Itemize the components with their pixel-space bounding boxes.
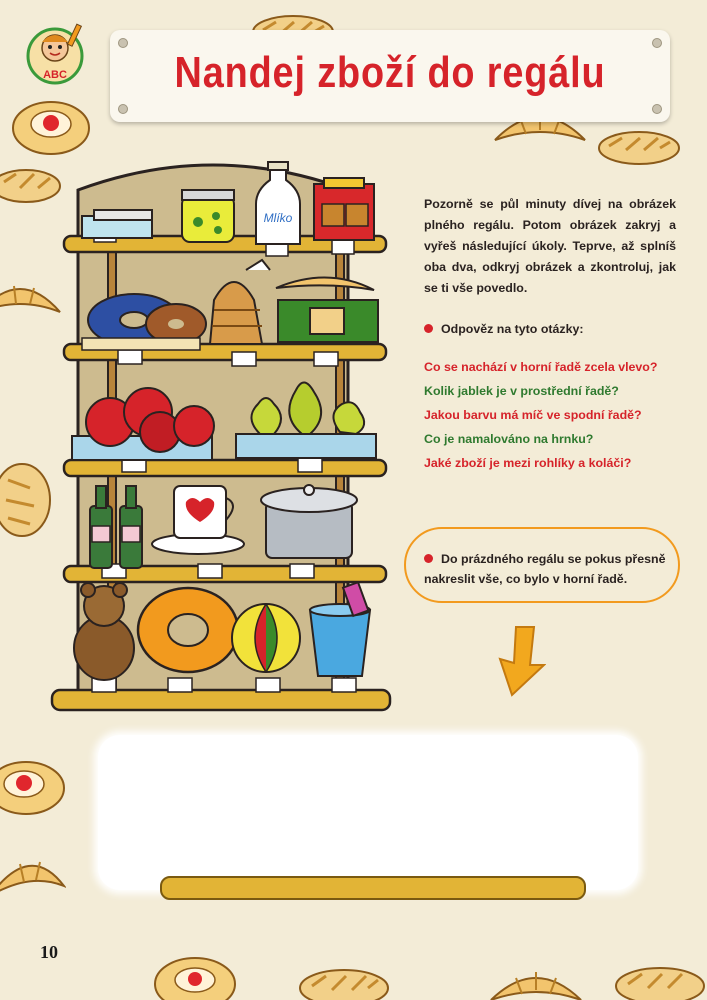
pastry-left-top-icon [8,94,94,158]
question-item: Kolik jablek je v prostřední řadě? [424,384,619,398]
full-shelf-illustration [48,160,398,720]
croissant-bottom-right-icon [486,960,586,1000]
drawing-area[interactable] [98,735,638,890]
question-item: Jaké zboží je mezi rohlíky a koláči? [424,456,632,470]
pastry-left-bottom-icon [0,756,66,818]
biscuit-box-icon [314,178,374,240]
questions-heading-text: Odpověz na tyto otázky: [441,322,584,336]
task-text-content: Do prázdného regálu se pokus přesně nakreslit vše, co bylo v horní řadě. [424,552,666,586]
question-item: Co je namalováno na hrnku? [424,432,594,446]
screw-icon [652,104,662,114]
questions-heading [424,322,584,336]
abc-text: ABC [43,69,67,81]
jar-icon [182,190,234,242]
cooking-pot-icon [261,485,357,558]
screw-icon [118,38,128,48]
title-board [110,30,670,122]
bun-bottom-icon [296,962,392,1000]
screw-icon [118,104,128,114]
bullet-icon [424,554,433,563]
screw-icon [652,38,662,48]
swim-ring-icon [138,588,238,672]
intro-text: Pozorně se půl minuty dívej na obrázek plného regálu. Potom obrázek zakryj a vyřeš následující úkoly. Teprve, až splníš oba dva, odkryj obrázek a zkontroluj, jak se ti vše povedlo. [424,197,676,295]
arrow-down-icon [496,625,546,697]
page-number: 10 [40,942,58,962]
question-item: Jakou barvu má míč ve spodní řadě? [424,408,642,422]
bun-right-icon [594,124,684,170]
empty-shelf-board [160,876,586,900]
page-title: Nandej zboží do regálu [174,48,606,97]
bullet-icon [424,324,433,333]
question-item: Co se nachází v horní řadě zcela vlevo? [424,360,658,374]
pastry-bottom-icon [150,952,240,1000]
beach-ball-icon [232,604,300,672]
croissant-left-bottom-icon [0,846,66,906]
abc-boy-icon [20,18,90,88]
bun-bottom-right-icon [610,958,707,1000]
questions-list [424,360,657,480]
milk-label: Mlíko [263,211,293,225]
task-text [424,549,674,589]
